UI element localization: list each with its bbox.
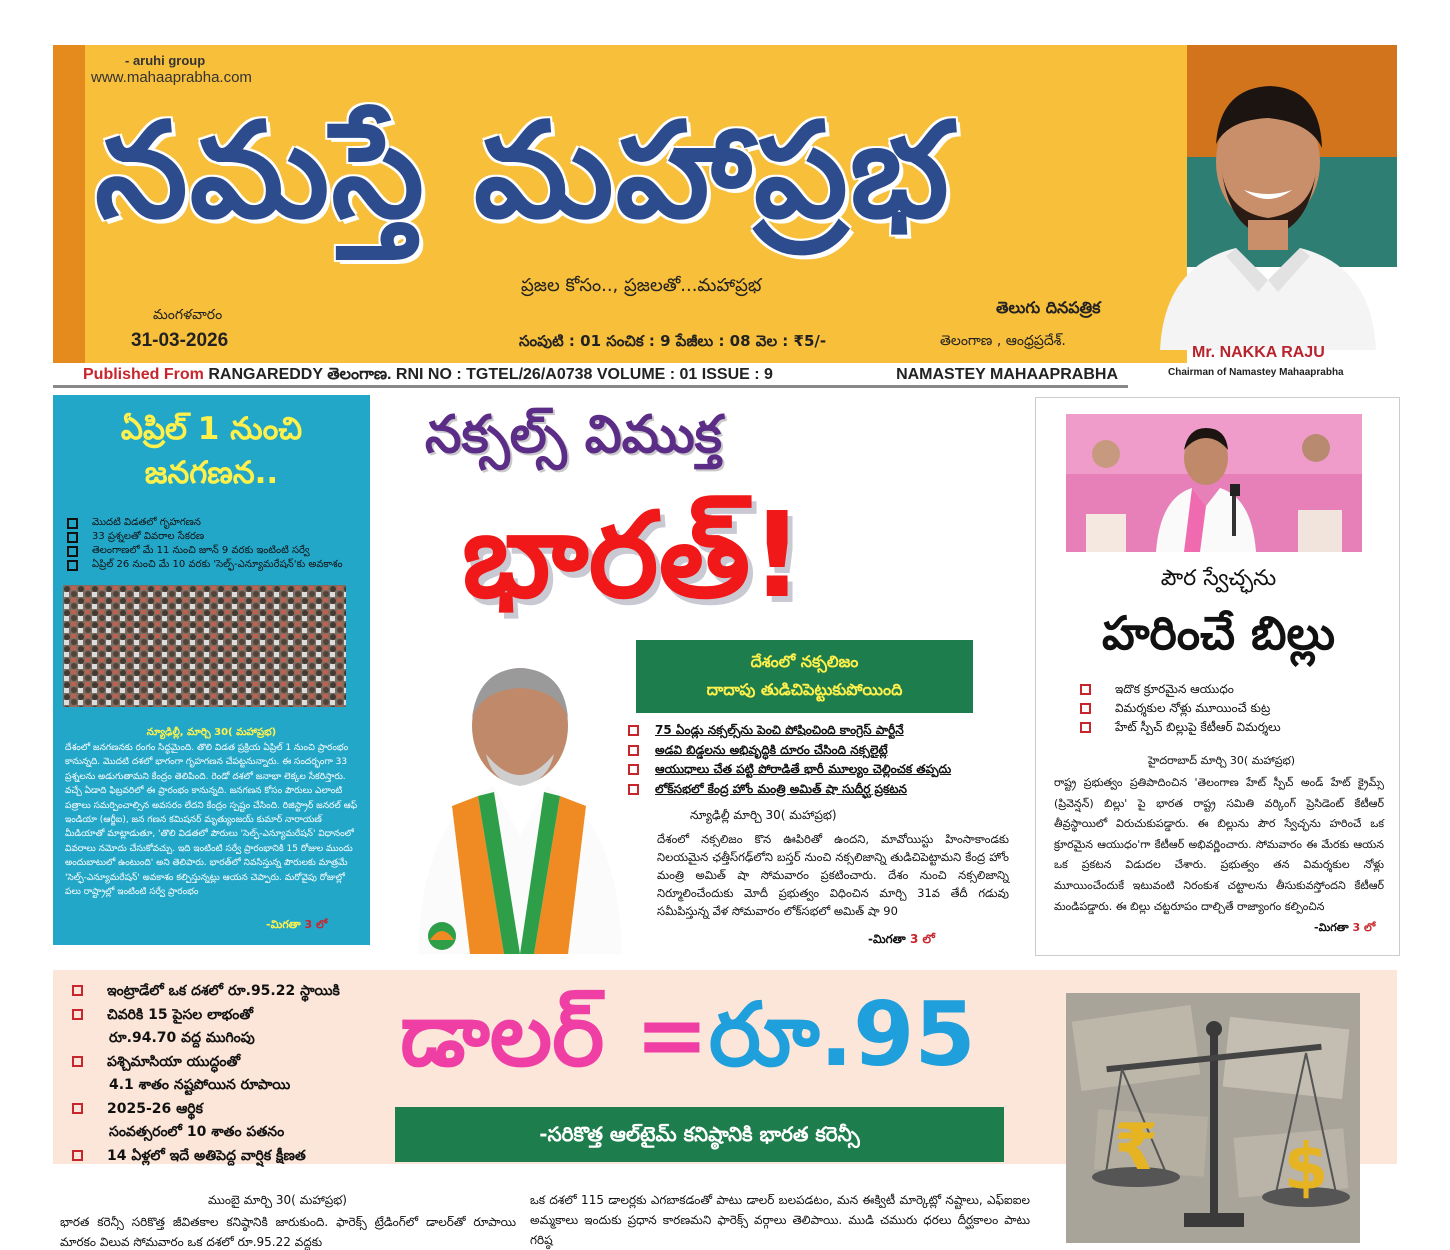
checkbox-bullet-icon xyxy=(67,560,78,571)
lead-continued: -మిగతా 3 లో xyxy=(868,932,935,946)
checkbox-bullet-icon xyxy=(628,745,639,756)
rupee-headline: డాలర్ =రూ.95 xyxy=(400,983,976,1086)
paper-type: తెలుగు దినపత్రిక xyxy=(996,298,1101,317)
list-item: ఆయుధాలు చేత పట్టి పోరాడితే భారీ మూల్యం చెల్లించక తప్పదు xyxy=(628,760,951,780)
checkbox-bullet-icon xyxy=(72,1150,83,1161)
list-item: అడవి బిడ్డలను అభివృద్ధికి దూరం చేసింది నక్సలైట్లే xyxy=(628,741,951,761)
checkbox-bullet-icon xyxy=(628,784,639,795)
tagline: ప్రజల కోసం.., ప్రజలతో...మహాప్రభ xyxy=(521,275,762,296)
currency-scale-photo xyxy=(1066,993,1360,1243)
publication-details: RANGAREDDY తెలంగాణ. RNI NO : TGTEL/26/A0738 VOLUME : 01 ISSUE : 9 xyxy=(208,366,773,383)
list-item: 75 ఏండ్లు నక్సల్స్‌ను పెంచి పోషించింది కాంగ్రెస్ పార్టీనే xyxy=(628,721,951,741)
ktr-bullets xyxy=(1080,680,1281,737)
states: తెలంగాణ , ఆంధ్రప్రదేశ్. xyxy=(940,333,1066,349)
lead-subhead: దేశంలో నక్సలిజం దాదాపు తుడిచిపెట్టుకుపోయింది xyxy=(636,640,973,713)
list-item: చివరికి 15 పైసల లాభంతో xyxy=(72,1004,340,1028)
checkbox-bullet-icon xyxy=(72,1009,83,1020)
website-link[interactable]: www.mahaaprabha.com xyxy=(91,69,252,86)
chairman-title: Chairman of Namastey Mahaaprabha xyxy=(1168,367,1344,378)
issue-date: 31-03-2026 xyxy=(131,330,229,351)
census-bullets xyxy=(67,516,343,572)
ktr-body: రాష్ట్ర ప్రభుత్వం ప్రతిపాదించిన 'తెలంగాణ హేట్ స్పీచ్ అండ్ హేట్ క్రైమ్స్ (ప్రివెన్షన్) బిల్లు' పై భారత రాష్ట్ర సమితి వర్కింగ్ ప్రెసిడెంట్ కేటీఆర్ తీవ్రస్థాయిలో విరుచుకుపడ్డారు. ఈ బిల్లును పౌర స్వేచ్ఛను హరించే ఒక క్రూరమైన ఆయుధం'గా కేటీఆర్ అభివర్ణించారు. సోమవారం ఈ మేరకు ఆయన ఒక ప్రకటన విడుదల చేశారు. ప్రభుత్వం తన విమర్శకుల నోళ్లు మూయించేందుకే ఇటువంటి నిరంకుశ చట్టాలను తీసుకువస్తోందని కేటీఆర్ మండిపడ్డారు. ఈ బిల్లు చట్టరూపం దాల్చితే రాజ్యాంగం కల్పించిన xyxy=(1054,776,1384,913)
svg-text:₹: ₹ xyxy=(1113,1111,1159,1185)
list-item: ఇదొక క్రూరమైన ఆయుధం xyxy=(1080,680,1281,699)
list-item-continuation: 4.1 శాతం నష్టపోయిన రూపాయి xyxy=(109,1077,291,1093)
checkbox-bullet-icon xyxy=(72,1103,83,1114)
publication-bar xyxy=(53,363,1128,388)
list-item: లోక్‌సభలో కేంద్ర హోం మంత్రి అమిత్ షా సుదీర్ఘ ప్రకటన xyxy=(628,780,951,800)
ktr-story xyxy=(1035,397,1400,956)
chairman-name: Mr. NAKKA RAJU xyxy=(1192,344,1325,361)
list-item: 33 ప్రశ్నలతో వివరాల సేకరణ xyxy=(67,530,343,544)
issue-info: సంపుటి : 01 సంచిక : 9 పేజీలు : 08 వెల : ₹5/- xyxy=(519,332,827,350)
published-from-label: Published From xyxy=(83,366,204,383)
checkbox-bullet-icon xyxy=(1080,684,1091,695)
chairman-photo xyxy=(1140,52,1392,350)
weekday: మంగళవారం xyxy=(153,307,223,323)
ktr-headline: హరించే బిల్లు xyxy=(1101,606,1336,660)
list-item: తెలంగాణలో మే 11 నుంచి జూన్ 9 వరకు ఇంటింటి సర్వే xyxy=(67,544,343,558)
newspaper-logo: నమస్తే మహాప్రభ xyxy=(95,94,951,248)
checkbox-bullet-icon xyxy=(628,725,639,736)
checkbox-bullet-icon xyxy=(72,1056,83,1067)
list-item: హేట్ స్పీచ్ బిల్లుపై కేటీఆర్ విమర్శలు xyxy=(1080,718,1281,737)
rupee-dateline: ముంబై మార్చి 30( మహాప్రభ) xyxy=(208,1193,347,1207)
lead-bullets xyxy=(628,721,951,799)
census-continued: -మిగతా 3 లో xyxy=(266,918,328,931)
list-item: ఇంట్రాడేలో ఒక దశలో రూ.95.22 స్థాయికి xyxy=(72,980,340,1004)
checkbox-bullet-icon xyxy=(67,532,78,543)
lead-kicker: నక్సల్స్ విముక్త xyxy=(425,405,722,465)
rupee-bullets xyxy=(72,980,340,1168)
list-item-continuation: సంవత్సరంలో 10 శాతం పతనం xyxy=(109,1124,285,1140)
ktr-continued: -మిగతా 3 లో xyxy=(1314,921,1376,934)
list-item: 2025-26 ఆర్థిక xyxy=(72,1098,340,1122)
list-item: 14 ఏళ్లలో ఇదే అతిపెద్ద వార్షిక క్షీణత xyxy=(72,1145,340,1169)
census-story xyxy=(53,395,370,945)
lead-body: దేశంలో నక్సలిజం కొన ఊపిరితో ఉందని, మావోయిస్టు హింసాకాండకు నిలయమైన ఛత్తీస్‌గఢ్‌లోని బస్తర్ నుంచి నక్సలిజాన్ని తుడిచిపెట్టామని కేంద్ర హోం మంత్రి అమిత్ షా సోమవారం ప్రకటించారు. దేశం నుంచి నక్సలిజాన్ని నిర్మూలించేందుకు మోదీ ప్రభుత్వం విధించిన మార్చి 31వ తేదీ గడువు సమీపిస్తున్న వేళ సోమవారం లోక్‌సభలో అమిత్ షా 90 xyxy=(657,832,1009,918)
amit-shah-photo xyxy=(408,646,630,954)
census-headline: ఏప్రిల్ 1 నుంచి జనగణన.. xyxy=(120,411,303,491)
rupee-body-col2: ఒక దశలో 115 డాలర్లకు ఎగబాకడంతో పాటు డాలర్ బలపడటం, మన ఈక్విటీ మార్కెట్లో నష్టాలు, ఎఫ్ఐఐల అమ్మకాలు ఇందుకు ప్రధాన కారణమని ఫారెక్స్ వర్గాలు తెలిపాయి. ముడి చమురు ధరలు దీర్ఘకాలం పాటు గరిష్ఠ xyxy=(530,1193,1030,1247)
crowd-photo xyxy=(63,585,346,707)
list-item: ఏప్రిల్ 26 నుంచి మే 10 వరకు 'సెల్ఫ్-ఎన్యూమరేషన్'కు అవకాశం xyxy=(67,558,343,572)
group-name: - aruhi group xyxy=(125,53,206,68)
list-item: విమర్శకుల నోళ్లు మూయించే కుట్ర xyxy=(1080,699,1281,718)
lead-dateline: న్యూఢిల్లీ మార్చి 30( మహాప్రభ) xyxy=(690,808,837,822)
rupee-body-col1: భారత కరెన్సీ సరికొత్త జీవితకాల కనిష్ఠానికి జారుకుంది. ఫారెక్స్ ట్రేడింగ్‌లో డాలర్‌తో రూపాయి మారకం విలువ సోమవారం ఒక దశలో రూ.95.22 వద్దకు xyxy=(60,1215,516,1249)
publication-name: NAMASTEY MAHAAPRABHA xyxy=(896,366,1118,383)
checkbox-bullet-icon xyxy=(1080,703,1091,714)
ktr-photo xyxy=(1066,414,1362,552)
census-dateline: న్యూఢిల్లీ, మార్చి 30( మహాప్రభ) xyxy=(146,727,277,738)
ktr-dateline: హైదరాబాద్ మార్చి 30( మహాప్రభ) xyxy=(1148,754,1296,767)
list-item: పశ్చిమాసియా యుద్ధంతో xyxy=(72,1051,340,1075)
checkbox-bullet-icon xyxy=(72,985,83,996)
list-item-continuation: రూ.94.70 వద్ద ముగింపు xyxy=(109,1030,255,1046)
list-item: మొదటి విడతలో గృహగణన xyxy=(67,516,343,530)
checkbox-bullet-icon xyxy=(1080,722,1091,733)
checkbox-bullet-icon xyxy=(628,764,639,775)
checkbox-bullet-icon xyxy=(67,518,78,529)
census-body: దేశంలో జనగణనకు రంగం సిద్ధమైంది. తొలి విడత ప్రక్రియ ఏప్రిల్ 1 నుంచి ప్రారంభం కానున్నది. మొదటి దశలో భాగంగా గృహగణన చేపట్టనున్నారు. ఈ సందర్భంగా 33 ప్రశ్నలను అడుగుతామని కేంద్రం తెలిపింది. రెండో దశలో జనాభా లెక్కల సేకరిస్తారు. వచ్చే ఏడాది ఫిబ్రవరిలో ఈ ప్రారంభం కానున్నది. జనగణన కోసం పౌరులు ఎలాంటి పత్రాలు సమర్పించాల్సిన అవసరం లేదని కేంద్రం స్పష్టం చేసింది. రిజిస్ట్రార్ జనరల్ ఆఫ్ ఇండియా (ఆర్జీఐ), జన గణన కమిషనర్ మృత్యుంజయ్ కుమార్ నారాయణ్ మీడియాతో మాట్లాడుతూ, 'తొలి విడతలో పౌరులు 'సెల్ఫ్-ఎన్యూమరేషన్' విధానంలో వివరాలు నమోదు చేసుకోవచ్చు. ఇది ఇంటింటి సర్వే ప్రారంభానికి 15 రోజుల ముందు అందుబాటులో ఉంటుంది' అని తెలిపారు. భారత్‌లో నివసిస్తున్న పౌరులకు మాత్రమే 'సెల్ఫ్-ఎన్యూమరేషన్' అవకాశం కల్పిస్తున్నట్లు ఆయన చెప్పారు. మరోవైపు రోజుల్లో పలు రాష్ట్రాల్లో ఇంటింటి సర్వే ప్రారంభం xyxy=(65,743,358,898)
checkbox-bullet-icon xyxy=(67,546,78,557)
ktr-kicker: పౌర స్వేచ్ఛను xyxy=(1160,566,1277,591)
rupee-subhead: -సరికొత్త ఆల్‌టైమ్ కనిష్ఠానికి భారత కరెన్సీ xyxy=(395,1107,1004,1162)
svg-text:$: $ xyxy=(1283,1131,1329,1205)
masthead-left-strip xyxy=(53,45,85,363)
lead-headline: భారత్! xyxy=(462,486,805,624)
